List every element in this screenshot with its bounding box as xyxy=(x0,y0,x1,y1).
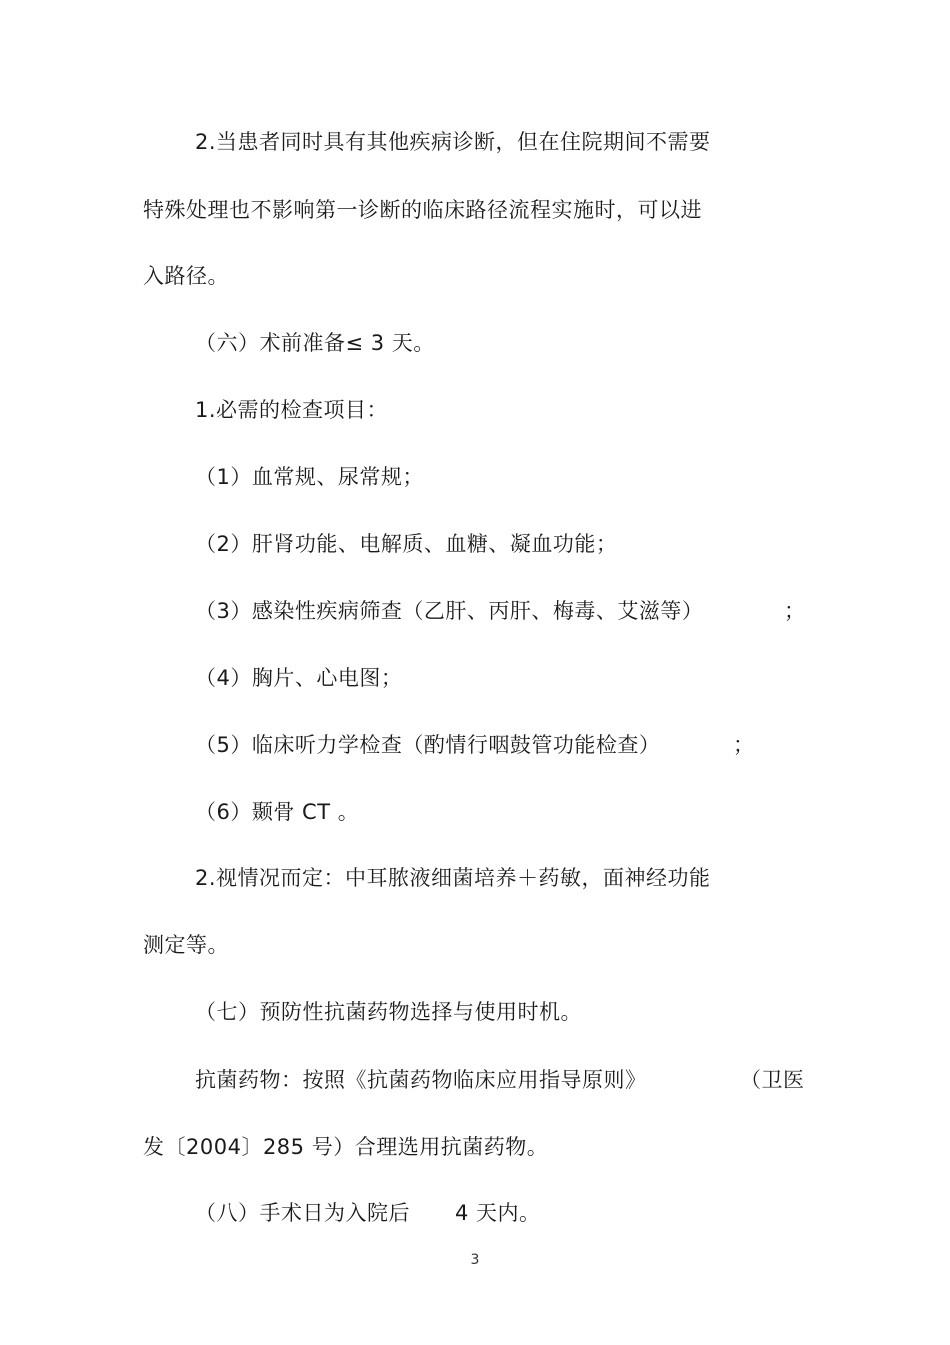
paragraph-line: 2.当患者同时具有其他疾病诊断，但在住院期间不需要 xyxy=(195,130,711,154)
paragraph-line: 发〔2004〕285 号）合理选用抗菌药物。 xyxy=(143,1135,549,1159)
subheading: 1.必需的检查项目： xyxy=(195,398,389,422)
list-item-punctuation: ； xyxy=(733,733,755,757)
list-item: （1）血常规、尿常规； xyxy=(195,465,424,489)
section-heading: （六）术前准备≤ 3 天。 xyxy=(195,331,435,355)
paragraph-line-continuation: （卫医 xyxy=(740,1068,805,1092)
list-item-punctuation: ； xyxy=(784,599,806,623)
list-item: （4）胸片、心电图； xyxy=(195,666,403,690)
page-number: 3 xyxy=(470,1252,480,1268)
section-heading: （八）手术日为入院后 xyxy=(195,1201,410,1225)
list-item: （6）颞骨 CT 。 xyxy=(195,800,360,824)
paragraph-line: 测定等。 xyxy=(143,933,229,957)
list-item: （5）临床听力学检查（酌情行咽鼓管功能检查） xyxy=(195,733,661,757)
list-item: （2）肝肾功能、电解质、血糖、凝血功能； xyxy=(195,532,618,556)
list-item: （3）感染性疾病筛查（乙肝、丙肝、梅毒、艾滋等） xyxy=(195,599,704,623)
paragraph-line: 2.视情况而定：中耳脓液细菌培养＋药敏，面神经功能 xyxy=(195,866,711,890)
section-heading-continuation: 4 天内。 xyxy=(455,1201,541,1225)
paragraph-line: 特殊处理也不影响第一诊断的临床路径流程实施时，可以进 xyxy=(143,198,702,222)
section-heading: （七）预防性抗菌药物选择与使用时机。 xyxy=(195,1000,582,1024)
paragraph-line: 抗菌药物：按照《抗菌药物临床应用指导原则》 xyxy=(195,1068,647,1092)
paragraph-line: 入路径。 xyxy=(143,264,229,288)
